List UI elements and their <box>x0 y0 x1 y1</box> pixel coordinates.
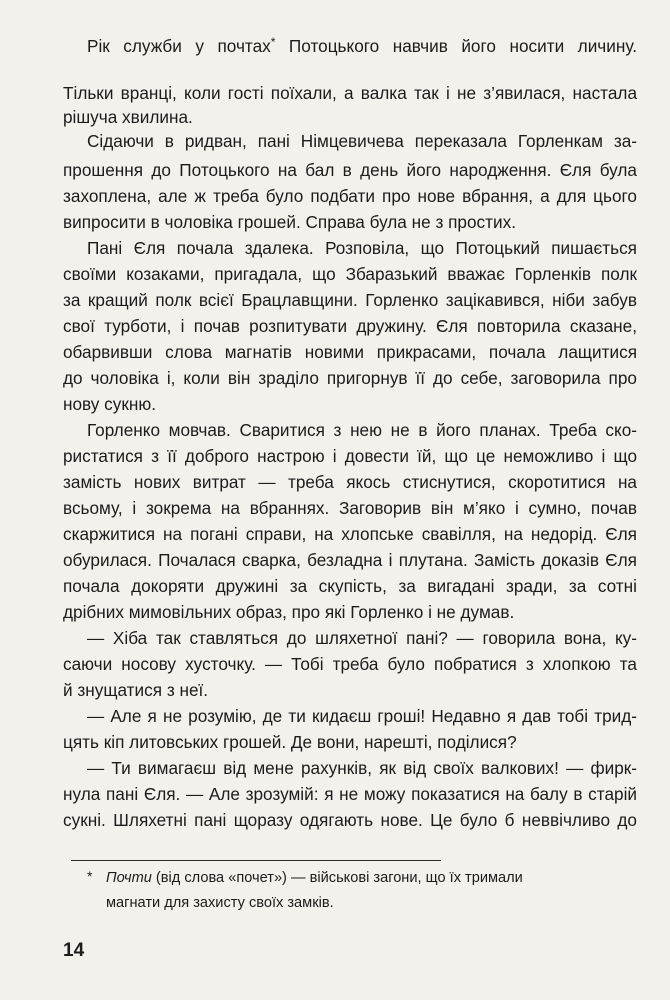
text-line: до чоловіка і, коли він зраділо пригорнув її до себе, заговорила про <box>63 368 637 388</box>
text-line: почала докоряти дружині за скупість, за вигадані зради, за сотні <box>63 576 637 596</box>
text-line: нову сукню. <box>63 394 157 414</box>
text-line: саючи носову хусточку. — Тобі треба було побратися з хлопкою та <box>63 654 637 674</box>
text-line: ристатися з її доброго настрою і довести їй, що це неможливо і що <box>63 446 637 466</box>
text-line: нула пані Єля. — Але зрозумій: я не можу показатися на балу в старій <box>63 784 637 804</box>
text-line: обурилася. Почалася сварка, безладна і плутана. Замість доказів Єля <box>63 550 637 570</box>
text-line: прошення до Потоцького на бал в день його народження. Єля була <box>63 160 637 180</box>
text-line: Пані Єля почала здалека. Розповіла, що Потоцький пишається <box>87 238 637 258</box>
text-line: своїми козаками, пригадала, що Збаразький вважає Горленків полк <box>63 264 637 284</box>
text-line <box>87 35 637 60</box>
footnote-text: (від слова «почет») — військові загони, що їх тримали <box>151 870 523 886</box>
text-line: сукні. Шляхетні пані щоразу одягають нове. Це було б неввічливо до <box>63 810 637 830</box>
footnote-divider <box>71 860 441 861</box>
text-line: Сідаючи в ридван, пані Німцевичева переказала Горленкам за- <box>87 131 637 151</box>
text-line: скаржитися на погані справи, на хлопське свавілля, на недорід. Єля <box>63 524 637 544</box>
footnote-line: магнати для захисту своїх замків. <box>106 895 334 911</box>
text-line: — Ти вимагаєш від мене рахунків, як від своїх валкових! — фирк- <box>87 758 637 778</box>
text-line: обарвивши слова магнатів новими прикрасами, почала лащитися <box>63 342 637 362</box>
text-line: й знущатися з неї. <box>63 680 209 700</box>
text-line: замість нових витрат — треба якось стиснутися, скоротитися на <box>63 472 637 492</box>
text-line: всьому, і зокрема на вбраннях. Заговорив він м’яко і сумно, почав <box>63 498 637 518</box>
text-line: цять кіп литовських грошей. Де вони, нарешті, поділися? <box>63 732 517 752</box>
line-text-suffix: Потоцького навчив його носити личину. <box>275 36 637 56</box>
footnote-ref: * <box>270 35 276 49</box>
text-line: свої турботи, і почав розпитувати дружину. Єля повторила сказане, <box>63 316 637 336</box>
footnote-line <box>106 868 523 889</box>
text-line: дрібних мимовільних образ, про які Горленко і не думав. <box>63 602 515 622</box>
text-line: Горленко мовчав. Сваритися з нею не в його планах. Треба ско- <box>87 420 637 440</box>
text-line: — Але я не розумію, де ти кидаєш гроші! Недавно я дав тобі трид- <box>87 706 637 726</box>
text-line: Тільки вранці, коли гості поїхали, а валка так і не з’явилася, настала <box>63 83 637 103</box>
text-line: захоплена, але ж треба було подбати про нове вбрання, а для цього <box>63 186 637 206</box>
page-number: 14 <box>63 940 85 961</box>
text-line: випросити в чоловіка грошей. Справа була не з простих. <box>63 212 516 232</box>
text-line: рішуча хвилина. <box>63 107 193 127</box>
text-line: за кращий полк всієї Брацлавщини. Горленко зацікавився, ніби забув <box>63 290 637 310</box>
line-text: Рік служби у почтах <box>87 36 271 56</box>
text-line: — Хіба так ставляться до шляхетної пані? — говорила вона, ку- <box>87 628 637 648</box>
footnote-term: Почти <box>106 870 152 886</box>
footnote-marker: * <box>87 868 93 884</box>
